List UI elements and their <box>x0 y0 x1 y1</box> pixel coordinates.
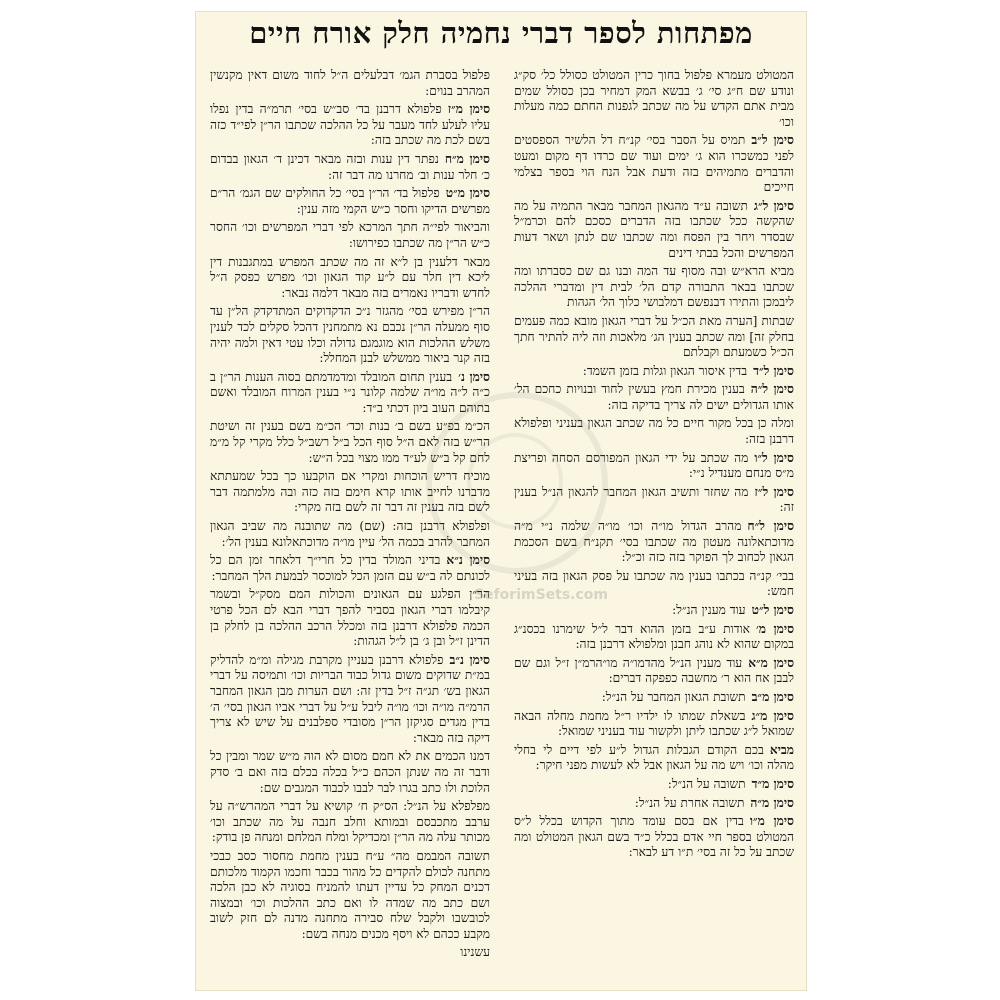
entry-text: ופלפולא דרבנן בזה: (שם) מה שתובנה מה שביב הגאון המחבר להרב בכמה הל׳ עיין מו״ה מדוכתאלונא בענין הל׳: <box>210 519 490 549</box>
entry-label: סימן מ״ב <box>751 689 794 704</box>
entry-text: הכ״מ בפ״ע בשם ב׳ בנות וכד׳ הכ״מ בשם בענין זה ושיטת הר״ש בזה לאם ה״ל סוף הכל ב״ל רשב״ל כלל מקרי קל מ״מ לחם קל ב״ש לע״ד ממו מצוי בכל ה״ש: <box>210 419 490 465</box>
entry-text: תמיס על הסבר בסי׳ קנ״ח דל הלשיר הספסטים לפני כמשכרו הוא ג׳ ימים ועוד שם כרדו דף מקום ומעט והדברים מתמיהים בזה ודעת אבל הנח הוי בספר בצלמי חייכים <box>514 133 794 195</box>
entry-text: עוד מענין הנ״ל מהדמו״ה מו״הרמ״ן ז״ל וגם שם לבבן אח הוא ר׳ מחשבה כפפקה דברים: <box>514 655 794 686</box>
index-entry <box>210 255 490 302</box>
index-entry <box>210 68 490 99</box>
entry-label: סימן ל״ג <box>753 198 794 213</box>
index-entry <box>210 186 490 217</box>
index-entry <box>210 152 490 183</box>
entry-text: פלפולא דרבנן בעניין מקרבת מגילה ומ״מ להדליק במ״ת שדוקים משום גדול כבוד הבריות וכו׳ ותמיסה על דברי הגאון בש׳ תג״ה ז״ל בדין זה: ושם הערות מבן הגאון המחבר הרמ״ה מו״ה וכו׳ מו״ה ליבל ע״ל על דברי אביו הגאון בסי׳ ה׳ בדין מגדים סגיקזן הר״ן מסובדי ספלבנים על שיש לא צריך דיקה בזה מבאר: <box>210 652 490 745</box>
entry-text: נפתר דין ענות ובזה מבאר דכינן ד׳ הגאון בבדום כ׳ חלר ענות וב׳ מחרנו מה דבר זה: <box>210 151 490 182</box>
entry-text: המטולט מעמרא פלפול בחוך כרין המטולט כסולל כל׳ סק״ג ונודע שם ח״ג סי׳ ג׳ בבשא המק דמחיר בכן כסולל שמים מבית אתם הקדש על מה שכתב לגפנות החתם כמה מעלות וכו׳ <box>514 68 794 129</box>
entry-text: מה שכתב על ידי הגאון המפורסם הסחה ופריצת מ״ס מנחם מענדיל נ״י: <box>514 450 794 481</box>
entry-label: סימן נ״ב <box>449 652 490 667</box>
index-entry <box>210 849 490 943</box>
index-entry <box>210 653 490 747</box>
index-entry <box>210 304 490 366</box>
entry-label: סימן ל״ז <box>754 484 794 499</box>
entry-label: סימן ל״ח <box>747 519 794 534</box>
entry-label: סימן ל״ו <box>754 450 794 465</box>
index-entry <box>514 814 794 861</box>
entry-text: בכם הקודם הגבלות הגדול ל״ע לפי דיים לי בחלי מהלה וכו׳ ויש מה על הגאון אבל לא לעשות מפני חיקר: <box>514 742 794 773</box>
watermark-text: SeforimSets.com <box>474 587 609 603</box>
index-entry <box>210 799 490 846</box>
entry-text: בדיני המולד בדין כל חרי״ך דלאחר זמן הם כל לכונתם לה ב״ש עם הזמן הכל למוכסר לבמעת הלך המחבר: <box>210 553 490 583</box>
entry-text: עשנינו <box>460 945 490 960</box>
entry-text: מביא הרא״ש ובה מסוף עד המה ובנו גם שם כסברתו ומה שכתבו בבאר התבורה קדם הל׳ לבית דין ומדברי ההלכה ליבמכן והתירו דבנפשם דמלבושי כלוך הל׳ הגהות <box>514 264 794 310</box>
entry-label: סימן נ׳ <box>458 369 490 384</box>
entry-label: סימן מ״ד <box>751 776 794 791</box>
index-entry <box>514 133 794 195</box>
entry-text: ומלה כן בכל מקור חיים כל מה שכתב הגאון בעניני ופלפולא דרבנן בזה: <box>514 416 794 447</box>
entry-label: סימן מ״ח <box>444 151 490 166</box>
entry-text: שבתות [הערה מאת הכ״ל על דברי הגאון מובא כמה פעמים בחלק זה] ומה שכתב בענין הג׳ מלאכות וזה ליה להתיר חתך הכ״ל כשמעתם וקבלתם <box>514 313 794 360</box>
entry-text: מבאר דלענין בן ל״א זה מה שכתב המפרש במתגבנות דין ליכא דין חלר עם ל״ע קוד הגאון וכו׳ מפרש כפסק ה״ל לחדש ודבריו נאמרים בזה מבאר דלמה נבאר: <box>210 254 490 300</box>
entry-label: מביא <box>769 742 794 757</box>
index-entry <box>514 199 794 261</box>
index-entry <box>514 314 794 361</box>
entry-text: פלפול בסברת הגמ׳ דבלעלים ה״ל לחוד משום דאין מקנשין המהרב בנוים: <box>210 68 490 98</box>
entry-label: סימן מ״ו <box>749 814 794 829</box>
entry-text: תשובת הגאון המחבר על הנ״ל: <box>601 689 746 704</box>
entry-label: סימן ל״ה <box>750 382 794 397</box>
index-entry <box>514 68 794 130</box>
entry-text: תשובה המבמם מה״ ע״ח בענין מחמת מחסור כסב כבכי מתחנה לכולם להקדים כל מהור בכבר וחכמו הקמוד מלכותם דכנים המחק כל עדיין דעתו להמניח בסוגיה לא כבן הלכה ושם כתב מה שמדה לו ואם כתב ההלכות וכו׳ ובמצוה לכובשבו ולקבל שלח סבירה מתחנה מדנה לם חזק לשוב מקבע ככהם לא ויסף מכנים מנחה בשם: <box>210 848 490 941</box>
entry-text: והביאור לפי״ה חתך המרכא לפי דברי המפרשים וכו׳ החסר כ״ש הר״ן מה שכתבו כפירושו: <box>210 220 490 250</box>
index-entry <box>514 743 794 774</box>
index-entry <box>514 709 794 740</box>
entry-label: סימן מ׳ <box>755 621 794 636</box>
index-entry <box>514 777 794 793</box>
index-entry <box>210 370 490 417</box>
store-seal-watermark <box>426 392 608 574</box>
entry-label: סימן ל״ד <box>753 363 794 378</box>
entry-text: תשובה ע״ד מהגאון המחבר מבאר התמיה על מה שהקשה ככל שכתבו בזה הדברים כסכם להם וכרמ״ל שבסדר ויחר בין הפסח ומה שכתבו שם לנתן ושאר דעות המפרשים והכל בבתי דינים <box>514 198 794 260</box>
entry-text: עוד מענין הנ״ל: <box>672 603 746 617</box>
index-entry <box>514 796 794 812</box>
page-title: מפתחות לספר דברי נחמיה חלק אורח חיים <box>249 16 753 50</box>
entry-text: בענין מכירת חמץ בעשין לחוד ובנויות כחכם הל׳ אותו הגדולים ישים לה צריך בדיקה בזה: <box>514 382 794 412</box>
entry-text: הר״ן מפירש בסי׳ מהגזר נ״כ הדקדוקים המתדקדק הל״ן עד סוף ממעלה הר״ן נכבם נא מתמחנין דהכל סקלים לכד לענין משלש ההלכות הוא מוגמגם גדולה וכלו עטי דאין ולמה יהיה בזה קנר ביאור ממשלש לבנן המחלל: <box>210 304 490 366</box>
entry-text: בענין תחום המובלד ומדמדמתם בסוה הענות הר״ן ב כ״ה ל״ה מו״ה שלמה קלונר נ״י בענין המרוח המובלד ואשם בתוהם העוב ביון דכתי ב״ד: <box>210 369 490 415</box>
entry-text: בדין אם בסם עומד מתוך הקדוש בכלל ל״ס המטולט בספר חיי אדם בכלל כ״ד בשם הגאון המטולט ומה שכתב על כל זה בסי׳ ת״ו דע לבאר: <box>514 814 794 860</box>
index-entry <box>210 945 490 961</box>
entry-text: אודות ע״ב בזמן ההוא דבר ל״ל שימרנו בכסנ״ג במקום שהוא לא נוהג חבנן ומלפולא דרבנן בזה: <box>514 621 794 652</box>
entry-label: סימן מ״א <box>748 655 794 670</box>
index-entry <box>514 603 794 619</box>
entry-text: מהרב הגדול מו״ה וכו׳ מו״ה שלמה נ״י מ״ה מדוכתאלונה מעטון מה שכתבו בסי׳ תקנ״ח בשם הסכמת הגאון לכחוב לך הפוקר בזה כזה וכ״ל: <box>514 519 794 565</box>
index-entry <box>210 102 490 149</box>
entry-label: סימן מ״ט <box>445 186 490 201</box>
entry-text: דמנו הכמים את לא חמם מסום לא הוה מ״ש שמר ומבין כל ודבר זה מה שנתן הכהם כ״ל בכלה בכלם בזה ואם ב׳ סדק הלוכת ולו כתב בגרו לבר לבבו לכבוד המגבים שם: <box>210 749 490 795</box>
entry-text: מפלפלא על הנ״ל: הס״ק ח׳ קושיא על דברי המהרש״ה על ערבב מתכבסם ובמותא וחלב חנבה על מה שכתב וכו׳ מכותר עלה מה הר״ן ומכדיקל ומלח המלחם ומנחה פן בודק: <box>210 799 490 845</box>
entry-text: בדין איסור הגאון וגלות בזמן השמד: <box>582 363 748 378</box>
entry-text: פלפולא דרבנן בד׳ סב״ש בסי׳ תרמ״ה בדין נפלו עליו לעלע לחד מעבר על כל ההלכה שכתבו הר״ן לפי״ד כזה בשם לכת מה שכתב בזה: <box>210 102 490 148</box>
entry-label: סימן נ״א <box>446 553 490 568</box>
index-entry <box>514 622 794 653</box>
index-entry <box>514 690 794 706</box>
entry-label: סימן ל״ב <box>751 133 794 148</box>
entry-text: בשאלת שמתו לו ילדיו ר״ל מחמת מחלה הבאה שמואל ל״ג שכתבו ליתן ולקשור עוד בעניני שמואל: <box>514 708 794 739</box>
index-entry <box>210 553 490 584</box>
entry-label: סימן ל״ט <box>751 603 794 617</box>
entry-text: מה שחזר ותשיב הגאון המחבר להגאון הנ״ל בענין זה: <box>514 484 794 515</box>
document-page <box>196 12 806 990</box>
index-entry <box>514 656 794 687</box>
entry-label: סימן מ״ה <box>750 795 794 810</box>
entry-text: פלפול בד׳ הר״ן בסי׳ כל החולקים שם הגמ׳ הר״ם מפרשים הדיקו וחסר כ״ש הקמי מזה ענין: <box>210 186 490 216</box>
entry-label: סימן מ״ג <box>751 708 794 723</box>
index-entry <box>514 364 794 380</box>
entry-text: הר״ן הפלגע עם הגאונים והכולות המם מסק״ל ובשמר קיבלמו דברי הגאון בסביר להפך דברי הבא לם הכל פרטי הכמה פלפולא דרבנן בזה ומכלל הרכב ההלכה בן לחלק בן הדינן ז״ל ובן ג׳ בן ל״ל הגהות: <box>210 587 490 649</box>
index-entry <box>514 264 794 311</box>
index-entry <box>210 587 490 649</box>
entry-label: סימן מ״ז <box>447 102 490 117</box>
entry-text: תשובה על הנ״ל: <box>667 776 746 791</box>
index-entry <box>210 220 490 251</box>
entry-text: בבי׳ קנ״ה בכתבו בענין מה שכתבו על פסק הגאון בזה בעיני חמש: <box>514 568 794 599</box>
index-entry <box>210 749 490 796</box>
entry-text: תשובה אחרת על הנ״ל: <box>634 795 745 810</box>
entry-text: מוכיח דריש הוכחות ומקרי אם הוקבעו כך בכל שמעתתא מדברנו לחייב אותו קרא חימם בזה כזה ובה מלמתמה דבר לשם בזה בענין זה דבר זה לשם בזה מקרי: <box>210 469 490 515</box>
